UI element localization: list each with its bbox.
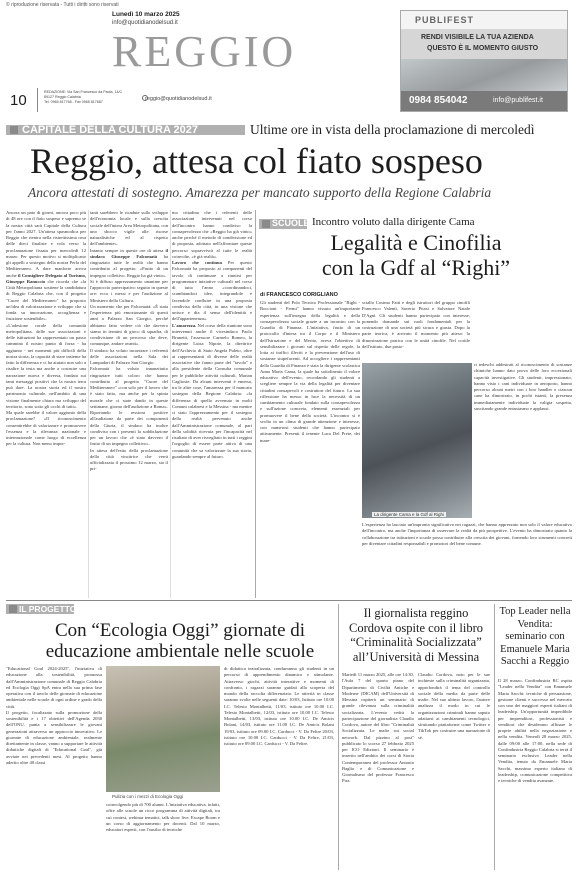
top-email[interactable]: info@quotidianodelsud.it	[112, 20, 178, 26]
right-article: Il 28 marzo, Confindustria RC ospita "Leader nella Vendita" con Emanuele Maria Sacchi: tecniche di persuasione, gestione clienti e successo nel mercato con uno dei maggiori esperti italiani di leadership. Un'opportunità imperdibile per imprenditori, professionisti e venditori che desiderano affinare le proprie abilità nella negoziazione e nella vendita. Venerdì 28 marzo 2025, dalle 09:00 alle 17:00, nella sede di Confindustria Reggio Calabria si terrà il seminario esclusivo Leader nella Vendita, tenuto da Emanuele Maria Sacchi, massimo esperto italiano di leadership, comunicazione competitiva e tecniche di vendita avanzate.	[498, 678, 572, 783]
side-headline-line1: Legalità e Cinofilia	[330, 230, 502, 255]
bottom-email[interactable]: reggio@quotidianodelsud.it	[145, 96, 212, 102]
bottom-article-col1: "Educational Goal 2024-2025", l'iniziativa di educazione alla sostenibilità, promossa dall'Amministrazione comunale di Reggio Calabria ed Ecologia Oggi SpA entra nella sua prima fase operativa con il tavolo delle giornate di educazione ambientale nelle scuole di ogni ordine e grado della città. Il progetto, focalizzato sulla promozione della sostenibilità e i 17 obiettivi dell'Agenda 2030 dell'ONU, punta a sensibilizzare le giovani generazioni attraverso un approccio innovativo. Le giornate di educazione ambientale, realmente direttamente in classe, vanno a supportare le attività didattiche digitali di "Educational Goal", già avviate nei precedenti mesi. Al progetto hanno aderito oltre 40 classi	[6, 666, 102, 765]
bottom-article-col3: di didattica teatralizzata, condurranno gli studenti in un percorso di apprendimento dinamico e stimolante. Attraverso giochi, attività interattive e momenti di confronto, i ragazzi saranno guidati alla scoperta del mondo della raccolta differenziata. Le attività in classe saranno svolte nelle seguenti date: 10/03, Istituto ore 10.00 I.C. Telesio Montalbetti, 11/03, istituto ore 10.00 I.C. Telesio Montalbetti, 12/03, istituto ore 10.00 I.C. Telesio Montalbetti, 13/03, istituto ore 10.00 I.C. De Amicis Bolani, 14/03, istituto ore 11.00 I.C. De Amicis Bolani 19/03, istituto ore 09.00 I.C. Carducci - V. Da Feltre 20/03, istituto ore 10.00 I.C. Carducci - V. Da Feltre, 21/03, istituto ore 09.00 I.C. Carducci - V. Da Feltre.	[224, 666, 334, 746]
bottom-photo-caption: Pulizia con i mezzi di Ecologia Oggi	[112, 794, 184, 799]
side-article-col2: sciallo Cosimo Fatti e degli istruttori del gruppo cinofili Francesco Valentì, Saverio Pitasi e Salvatore Natale D'Agnì. Gli studenti hanno partecipato con interesse, ponendo domande sui ruoli fondamentali per la costruzione di una società più sicura e giusta. Dopo la parte teorica, è arrivato il momento più atteso: la dimostrazione pratica con le unità cinofile. Nel cortile dell'istituto, due pasto-	[362, 300, 470, 349]
bottom-photo	[106, 666, 220, 792]
copyright-line: © riproduzione riservata - Tutti i diritti sono riservati	[6, 2, 119, 8]
kicker-square-icon	[10, 126, 18, 134]
email-icon	[142, 95, 148, 101]
side-kicker-label: SCUOLE	[272, 218, 310, 228]
kicker-square-icon	[262, 220, 270, 228]
issue-date: Lunedì 10 marzo 2025	[112, 11, 180, 18]
advertisement[interactable]	[400, 10, 568, 112]
mid-article-col1: Martedì 11 marzo 2025, alle ore 14:30, l'Aula 7 del quarto piano del Dipartimento di Civiltà Antiche e Moderne (DICAM) dell'Università di Messina ospiterà un seminario di grande rilevanza sulla criminalità socializzata. L'evento vedrà la partecipazione del giornalista Claudio Cordova, autore del libro "Criminalità Socializzata. Le mafie sui social network. Dal pizzino al post" pubblicato lo scorso 27 febbraio 2025 per ICO Edizioni. Il seminario è inserito nell'ambito dei corsi di Storia Contemporanea del professor Antonio Baglio e di Comunicazione e Giornalismo del professor Francesco Pira.	[342, 672, 414, 784]
mid-headline: Il giornalista reggino Cordova ospite con il libro “Criminalità Socializzata” all’Università di Messina	[348, 606, 483, 664]
bottom-headline: Con “Ecologia Oggi” giornate di educazione ambientale nelle scuole	[45, 620, 315, 662]
ad-line2: QUESTO È IL MOMENTO GIUSTO	[427, 45, 539, 52]
main-article-col3: mo cittadino che i referenti delle associazioni intervenuti nel corso dell'incontro hanno condiviso la consapevolezza che «Reggio ha già vinto» anche perché il metodo di condivisione ed di proposta, adottato nell'affrontare queste percorso sopravvivrà al tutte le realtà coinvolte, «è già realtà». Lavoro che continua Per questo Falcomatà ha proposto ai componenti del tavolo di continuare a riunirsi per programmare iniziative culturali nel corso di tutto l'anno «coordinandoci, scambiandoci idee, integrandole e facendole confluire in una proposta condivisa della città, in una visione che unisce e dia il senso dell'identità e dell'appartenenza». L'amarezza. Nel corso della riunione sono intervenuti anche il vicesindaco Paolo Brunetti, l'assessore Carmelo Romeo, la dirigente Luisa Nipote, la direttrice dell'Archivio di Stato Angela Puleio, oltre ai rappresentanti di diverse delle realtà associative che fanno parte del "tavolo" e alla presidente della Consulta comunale per le pubbliche attività culturali, Marian Caglioste. Da alcuni interventi è emersa, tra le altre cose, l'amarezza per il mancato sostegno della Regione Calabria: «la differenza di quello avvenuto in molti Comuni calabresi e la Messina - ma mentre ci stato l'apprezzamento per il sostegno della realtà pervenuto anche dall'Amministrazione comunale, al pari della solidità ricevuta per l'incapacità nel risultato di aver risvegliato in tutti i reggini l'orgoglio di essere parte attiva di una comunità che sa valorizzare la sua storia, guardando sempre al futuro.	[172, 210, 252, 459]
side-article-col4: L'esperienza ha lasciato un'impronta significativa nei ragazzi, che hanno apprezzato non solo il valore educativo dell'incontro, ma anche l'importanza di osservare la realtà da più prospettive. L'evento ha dimostrato quanto la collaborazione tra istituzioni e scuole possa contribuire alla crescita dei giovani, fornendo loro strumenti concreti per diventare cittadini responsabili e promotori del bene comune.	[362, 522, 572, 546]
main-headline: Reggio, attesa col fiato sospeso	[30, 141, 483, 181]
side-article-col1: Gli studenti del Polo Tecnico Professionale "Righi - Boccioni - Fermi" hanno vissuto un'importante esperienza sull'insegna della legalità e della consapevolezza sociale grazie a un incontro con la Guardia di Finanza. L'iniziativa, frutto di un protocollo d'intesa tra il Corpo e il Ministero dell'Istruzione e del Merito, aveva l'obiettivo di sensibilizzare i giovani sul rispetto delle regole, la lotta ai traffici illeciti e la prevenzione dell'uso di sostanze stupefacenti. Ad accogliere i rappresentanti della Guardia di Finanza è stata la dirigente scolastica Anna Maria Cama, la quale ha sottolineato il valore educativo dell'evento, recordando gli studenti a scegliere sempre la via della legalità per diventare cittadini consapevoli e costruttori del futuro. La sua riflessione ha messo in luce la necessità di un cambiamento culturale fondato sulla consapevolezza e sull'azione concreta, elementi essenziali per promuovere il bene della società. L'incontro si è svolto in un clima di grande attenzione e interesse, con numerosi studenti che hanno partecipato attivamente. Presenti il tenente Luca Del Prete, dei mare-	[260, 300, 360, 443]
side-photo-caption: La dirigente Cama e la Gdf al Righi	[374, 512, 445, 517]
side-photo	[362, 363, 472, 518]
main-article-col2: tanti sarebbero le ricadute sullo sviluppo dell'economia locale e sulla crescita sociale dell'intera Area Metropolitana, con uno sbocco vigile alle risorse naturalistiche ed al rispetto dell'ambiente». Intanto sempre in queste ore di attesa il sindaco Giuseppe Falcomatà ha ringraziato tutte le realtà che hanno contribuito al progetto: «Frutto di un impegno collettivo. Reggio ha già vinto». Si è diffuso apprezzamento unanime per l'approccio partecipativo seguito in queste ore: ecco i messi e per l'audizione al Ministero della Cultura. Un momento che per Falcomatà: «È stata l'esperienza più emozionante di questi anni a Palazzo San Giorgio, perché abbiamo fatto vedere ciò che davvero siamo in termini di gioco di squadra, di condivisione di un percorso che deve, comunque, andare avanti». Il sindaco ha voluto incontrare i referenti delle associazioni nella Sala dei Lampadari di Palazzo San Giorgio. Falcomatà ha voluto innanzitutto ringraziare tutti coloro che hanno contribuito al progetto "Cuore del Mediterraneo" «con solo per il lavoro che è stato fatto, ma anche per la spinta morale che ci state dando in queste settimane, giorno dell'audizione a Roma». Riportando le ressioni positive all'audizione da parte dei componenti della Giuria, il sindaco ha inoltre condiviso con i presenti la soddisfazione per un lavoro che «è stato davvero il frutto di un impegno collettivo». In attesa dell'esito della proclamazione della città vincitrice che verrà ufficializzata il prossimo 12 marzo, sia il pri-	[90, 210, 168, 472]
redazione-info: REDAZIONE: Via San Francesco da Paola, 14/C 89127 Reggio Calabria Tel. 0965 817768 - Fax 0965 817687	[44, 90, 123, 104]
ad-site: info@publifest.it	[493, 97, 543, 104]
main-subheadline: Ancora attestati di sostegno. Amarezza per mancato supporto della Regione Calabria	[28, 185, 492, 200]
kicker-square-icon	[9, 605, 17, 613]
right-headline: Top Leader nella Vendita: seminario con Emanuele Maria Sacchi a Reggio	[499, 606, 571, 667]
side-byline: di FRANCESCO CORIGLIANO	[260, 292, 338, 298]
ad-line1: RENDI VISIBILE LA TUA AZIENDA	[421, 34, 534, 41]
ad-image	[401, 59, 567, 91]
main-kicker-text: Ultime ore in vista della proclamazione di mercoledì	[250, 122, 535, 137]
page-number: 10	[10, 92, 27, 109]
main-kicker-label: CAPITALE DELLA CULTURA 2027	[22, 124, 199, 136]
bottom-article-col2: coinvolgendo più di 700 alunni. L'iniziativa educativa, infatti, offre alle scuole un ricco programma di attività digitali, tra cui contest, webinar tematici, talk show live, Escape Room e un corso di aggiornamento per docenti. Dal 10 marzo, educatori esperti, con l'ausilio di tecniche	[106, 802, 220, 832]
main-article-col1: Ancora un paio di giorni, ancora poco più di 48 ore con il fiato sospeso e sapremo se la nostra città sarà Capitale della Cultura per l'anno 2027. Un'attesa spasmodica per Reggio che rientra nella ristrettissima rosa delle dieci finaliste e vola verso la proclamazione fissata per mercoledì 12 marzo. Per questo motivo si moltiplicano gli appelli a sostegno della nostra Perla del Mediterraneo. A dare manforte arriva anche il Consigliere Delegato al Turismo, Giuseppe Ranuccio che ricorda che «la Città Metropolitana sostiene la candidatura di Reggio Calabria che, con il progetto "Cuore del Mediterraneo" ha proposto un'idea di valorizzazione e sviluppo che si fonda su innovazione, accoglienza e fruizione sostenibile». «L'adesione corale della comunità metropolitana, delle sue associazioni e delle istituzioni ha rappresentato un passo cammino il nostro punto di forza - ha aggiunto - nei momenti più difficili della nostra storia, la capacità di stare insieme ha fatto la differenza e ci ha aiutato non solo a risalire la testa ma anche a costruire una narrazione nuova e diversa, fondata sui tanti messaggi positivi che la nostra terra può dare. La nostra storia ed il nostro patrimonio culturale, nell'ambito di una visione finalmente chiara ma sviluppo del territorio, sono sotto gli occhi di tutti». Ma quale sarebbe il valore aggiunto della proclamazione? «Il riconoscimento consentirebbe di valorizzare e promuovere l'essenza e la rilevanza nazionale e internazionale come luogo di eccellenza per la cultura. Non meno impor-	[6, 210, 86, 447]
side-headline-line2: con la Gdf al “Righi”	[321, 255, 511, 280]
side-kicker-text: Incontro voluto dalla dirigente Cama	[312, 216, 475, 228]
bottom-kicker-label: IL PROGETTO	[19, 604, 77, 614]
section-title: REGGIO	[112, 27, 297, 76]
ad-phone: 0984 854042	[409, 95, 468, 106]
side-article-col3: ri tedeschi addestrati al riconoscimento di sostanze chimiche hanno dato prova delle loro eccezionali capacità investigative. Gli studenti, impressionato, hanno visto i cani individuare in aeroporto, hanno percorso alcuni metri con i loro handler e ciascun cane ha dimostrato, in pochi istanti, la presenza immediatamente individuate la valigia sospetta, suscitando grande entusiasmo e applausi.	[474, 362, 572, 411]
ad-brand: PUBLIFEST	[415, 15, 475, 25]
mid-article-col2: Claudio Cordova, noto per le sue inchieste sulla criminalità organizzata, approfondirà il tema del controllo sociale della media da parte delle mafie. Nel suo ultimo lavoro, l'autore analizza il modo in cui le organizzazioni criminali hanno saputo adattarsi ai cambiamenti tecnologici, sfruttando piattaforme come Twitter e TikTok per costruire una narrazione di sé.	[418, 672, 490, 740]
